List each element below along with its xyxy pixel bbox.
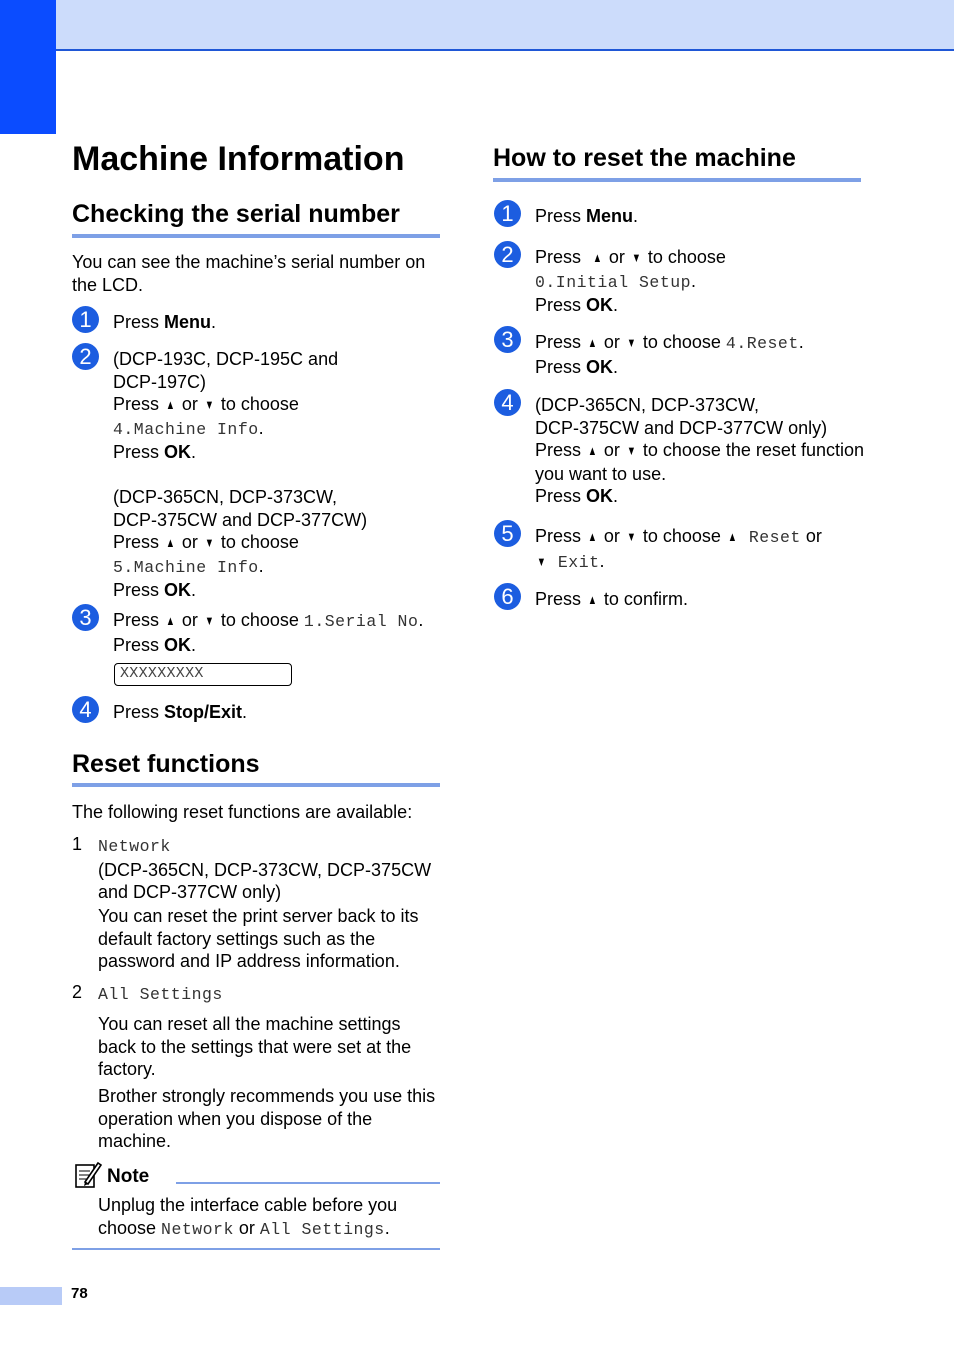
- reset-step-6: Press ▲ to confirm.: [535, 588, 688, 612]
- list-number: 2: [72, 982, 83, 1002]
- reset-step-2: Press ▲ or ▼ to choose 0.Initial Setup. Press OK.: [535, 247, 726, 315]
- step-number-icon: 2: [72, 343, 99, 370]
- step-number-icon: 1: [494, 200, 521, 227]
- reset-item-all-settings: All Settings: [98, 985, 223, 1004]
- reset-functions-heading: Reset functions: [72, 750, 260, 778]
- reset-step-5: Press ▲ or ▼ to choose ▲ Reset or ▼ Exit.: [535, 526, 822, 572]
- up-arrow-icon: ▲: [592, 250, 602, 265]
- note-title: Note: [107, 1166, 150, 1187]
- reset-item-all-settings-advice: Brother strongly recommends you use this operation when you dispose of the machine.: [98, 1086, 436, 1151]
- step-number-icon: 2: [494, 241, 521, 268]
- serial-step-2: (DCP-193C, DCP-195C and DCP-197C) Press ▲ or ▼ to choose 4.Machine Info. Press OK. (DCP-365CN, DCP-373CW, DCP-375CW and DCP-377CW) Press ▲ or ▼ to choose 5.Machine Info. Press OK.: [113, 349, 368, 600]
- up-arrow-icon: ▲: [587, 529, 597, 544]
- section-rule: [72, 783, 440, 787]
- step-number-icon: 4: [72, 696, 99, 723]
- up-arrow-icon: ▲: [727, 529, 737, 544]
- up-arrow-icon: ▲: [165, 535, 175, 550]
- reset-intro: The following reset functions are available:: [72, 802, 413, 822]
- reset-machine-heading: How to reset the machine: [493, 144, 796, 172]
- reset-step-3: Press ▲ or ▼ to choose 4.Reset. Press OK.: [535, 332, 804, 377]
- step-number-icon: 3: [72, 604, 99, 631]
- down-arrow-icon: ▼: [626, 335, 636, 350]
- step-number-icon: 1: [72, 306, 99, 333]
- section-rule: [72, 234, 440, 238]
- reset-item-network-desc: You can reset the print server back to its default factory settings such as the password and IP address information.: [98, 906, 419, 971]
- note-pencil-icon: [74, 1160, 102, 1190]
- down-arrow-icon: ▼: [204, 535, 214, 550]
- lcd-display: XXXXXXXXX: [114, 663, 292, 686]
- down-arrow-icon: ▼: [204, 397, 214, 412]
- serial-step-4: Press Stop/Exit.: [113, 702, 248, 722]
- header-band: [0, 0, 954, 51]
- note-bottom-rule: [72, 1248, 440, 1250]
- serial-step-3: Press ▲ or ▼ to choose 1.Serial No. Press OK.: [113, 610, 424, 655]
- up-arrow-icon: ▲: [587, 443, 597, 458]
- page-number: 78: [71, 1285, 88, 1302]
- down-arrow-icon: ▼: [626, 529, 636, 544]
- step-number-icon: 3: [494, 326, 521, 353]
- note-rule: [176, 1182, 440, 1184]
- up-arrow-icon: ▲: [587, 592, 597, 607]
- down-arrow-icon: ▼: [631, 250, 641, 265]
- step-number-icon: 5: [494, 520, 521, 547]
- down-arrow-icon: ▼: [204, 613, 214, 628]
- down-arrow-icon: ▼: [536, 553, 546, 569]
- reset-item-network: Network (DCP-365CN, DCP-373CW, DCP-375CW and DCP-377CW only): [98, 837, 432, 902]
- reset-step-4: (DCP-365CN, DCP-373CW, DCP-375CW and DCP-377CW only) Press ▲ or ▼ to choose the reset function you want to use. Press OK.: [535, 395, 864, 506]
- note-text: Unplug the interface cable before you choose Network or All Settings.: [98, 1195, 398, 1239]
- list-number: 1: [72, 834, 83, 854]
- reset-item-all-settings-desc: You can reset all the machine settings back to the settings that were set at the factory.: [98, 1014, 412, 1079]
- up-arrow-icon: ▲: [587, 335, 597, 350]
- serial-step-1: Press Menu.: [113, 312, 217, 332]
- chapter-tab: [0, 0, 56, 134]
- page-title: Machine Information: [72, 140, 405, 178]
- serial-intro: You can see the machine’s serial number on the LCD.: [72, 252, 426, 295]
- up-arrow-icon: ▲: [165, 613, 175, 628]
- up-arrow-icon: ▲: [165, 397, 175, 412]
- serial-heading: Checking the serial number: [72, 200, 400, 228]
- footer-band: [0, 1287, 62, 1305]
- step-number-icon: 6: [494, 583, 521, 610]
- step-number-icon: 4: [494, 389, 521, 416]
- down-arrow-icon: ▼: [626, 443, 636, 458]
- reset-step-1: Press Menu.: [535, 206, 639, 226]
- section-rule: [493, 178, 861, 182]
